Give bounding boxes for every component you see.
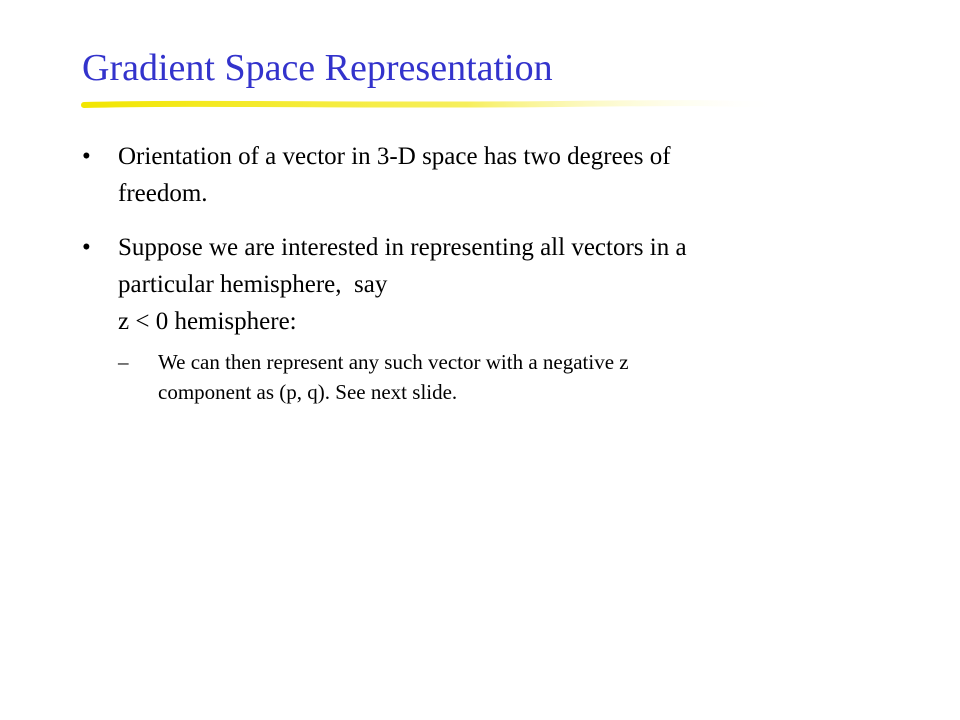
bullet-item: [82, 229, 882, 340]
sub-bullet-item: [82, 347, 882, 407]
bullet-text-line: particular hemisphere, say: [118, 271, 388, 298]
bullet-text-line: Orientation of a vector in 3-D space has two degrees of: [118, 143, 671, 170]
bullet-text-line: z < 0 hemisphere:: [118, 308, 297, 335]
slide-title: Gradient Space Representation: [82, 47, 553, 89]
bullet-marker: •: [82, 143, 91, 170]
bullet-text-line: Suppose we are interested in representing all vectors in a: [118, 234, 687, 261]
sub-bullet-marker: –: [118, 350, 129, 374]
title-underline: [80, 100, 780, 109]
sub-bullet-text-line: We can then represent any such vector with a negative z: [158, 350, 629, 374]
sub-bullet-text-line: component as (p, q). See next slide.: [158, 380, 458, 404]
bullet-text-line: freedom.: [118, 180, 208, 207]
bullet-item: [82, 138, 882, 212]
bullet-marker: •: [82, 234, 91, 261]
slide-body: [82, 138, 882, 407]
